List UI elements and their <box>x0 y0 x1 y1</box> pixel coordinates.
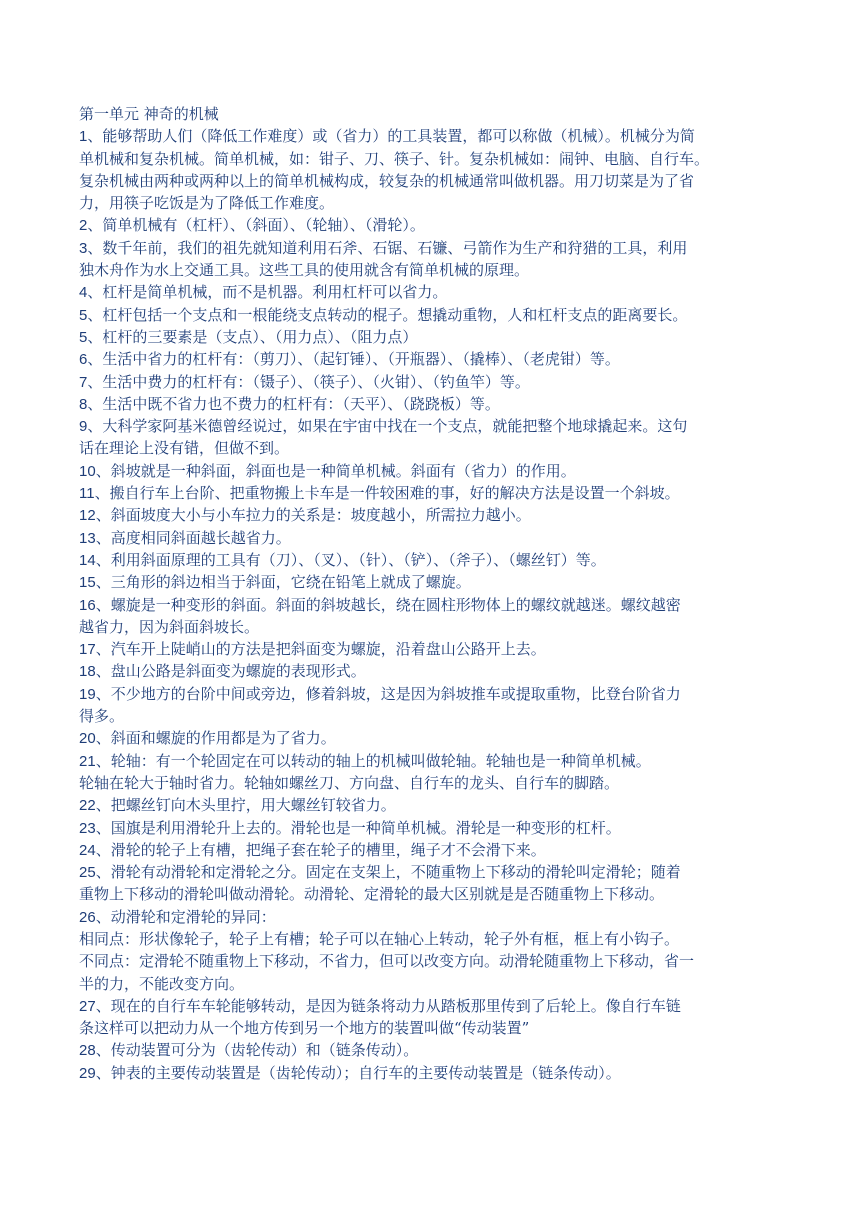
text-line <box>79 527 784 549</box>
line-text: 、传动装置可分为（齿轮传动）和（链条传动）。 <box>95 1041 419 1060</box>
text-line <box>79 772 784 794</box>
line-text: 、把螺丝钉向木头里拧，用大螺丝钉较省力。 <box>95 796 396 815</box>
line-text: 、斜面坡度大小与小车拉力的关系是：坡度越小，所需拉力越小。 <box>95 506 531 525</box>
text-line <box>79 750 784 772</box>
line-text: 、不少地方的台阶中间或旁边，修着斜坡，这是因为斜坡推车或提取重物，比登台阶省力 <box>95 684 681 703</box>
text-line <box>79 817 784 839</box>
line-text: 、滑轮有动滑轮和定滑轮之分。固定在支架上，不随重物上下移动的滑轮叫定滑轮；随着 <box>95 863 681 882</box>
document-body <box>79 125 784 1084</box>
text-line <box>79 214 784 236</box>
line-text: 、斜面和螺旋的作用都是为了省力。 <box>95 729 336 748</box>
text-line <box>79 794 784 816</box>
text-line <box>79 460 784 482</box>
text-line <box>79 348 784 370</box>
line-text: 、盘山公路是斜面变为螺旋的表现形式。 <box>95 662 366 681</box>
line-text: 、钟表的主要传动装置是（齿轮传动）；自行车的主要传动装置是（链条传动）。 <box>95 1063 621 1082</box>
item-number: 15 <box>79 574 96 592</box>
item-number: 5 <box>79 306 88 324</box>
text-line <box>79 683 784 705</box>
line-text: 独木舟作为水上交通工具。这些工具的使用就含有简单机械的原理。 <box>79 261 530 280</box>
item-number: 11 <box>79 485 95 503</box>
text-line <box>79 705 784 727</box>
line-text: 、动滑轮和定滑轮的异同： <box>95 907 276 926</box>
text-line <box>79 237 784 259</box>
item-number: 16 <box>79 596 96 614</box>
text-line <box>79 482 784 504</box>
item-number: 21 <box>79 752 96 770</box>
text-line <box>79 304 784 326</box>
item-number: 20 <box>79 730 96 748</box>
line-text: 、能够帮助人们（降低工作难度）或（省力）的工具装置，都可以称做（机械）。机械分为简 <box>87 127 695 146</box>
text-line <box>79 415 784 437</box>
line-text: 、生活中省力的杠杆有：（剪刀）、（起钉锤）、（开瓶器）、（撬棒）、（老虎钳）等。 <box>87 350 620 369</box>
item-number: 4 <box>79 284 88 302</box>
line-text: 、简单机械有（杠杆）、（斜面）、（轮轴）、（滑轮）。 <box>87 216 425 235</box>
text-line <box>79 371 784 393</box>
line-text: 、杠杆的三要素是（支点）、（用力点）、（阻力点） <box>87 327 418 346</box>
item-number: 18 <box>79 663 96 681</box>
item-number: 24 <box>79 841 96 859</box>
item-number: 8 <box>79 395 88 413</box>
text-line <box>79 928 784 950</box>
item-number: 27 <box>79 997 96 1015</box>
text-line <box>79 125 784 147</box>
text-line <box>79 549 784 571</box>
item-number: 14 <box>79 551 96 569</box>
document-title: 第一单元 神奇的机械 <box>79 105 219 123</box>
line-text: 、大科学家阿基米德曾经说过，如果在宇宙中找在一个支点，就能把整个地球撬起来。这句 <box>87 417 688 436</box>
line-text: 、数千年前，我们的祖先就知道利用石斧、石锯、石镰、弓箭作为生产和狩猎的工具，利用 <box>87 238 688 257</box>
line-text: 单机械和复杂机械。简单机械，如：钳子、刀、筷子、针。复杂机械如：闹钟、电脑、自行车。 <box>79 149 710 168</box>
text-line <box>79 861 784 883</box>
item-number: 19 <box>79 685 96 703</box>
text-line <box>79 995 784 1017</box>
item-number: 3 <box>79 239 88 257</box>
line-text: 、生活中既不省力也不费力的杠杆有：（天平）、（跷跷板）等。 <box>87 394 500 413</box>
item-number: 1 <box>79 128 88 146</box>
item-number: 10 <box>79 462 96 480</box>
line-text: 、搬自行车上台阶、把重物搬上卡车是一件较困难的事，好的解决方法是设置一个斜坡。 <box>94 484 680 503</box>
text-line <box>79 906 784 928</box>
text-line <box>79 281 784 303</box>
text-line <box>79 326 784 348</box>
line-text: 重物上下移动的滑轮叫做动滑轮。动滑轮、定滑轮的最大区别就是是否随重物上下移动。 <box>79 885 665 904</box>
text-line <box>79 259 784 281</box>
item-number: 26 <box>79 908 96 926</box>
item-number: 7 <box>79 373 88 391</box>
text-line <box>79 437 784 459</box>
item-number: 25 <box>79 864 96 882</box>
text-line <box>79 839 784 861</box>
line-text: 、杠杆是简单机械，而不是机器。利用杠杆可以省力。 <box>87 283 448 302</box>
item-number: 12 <box>79 507 96 525</box>
line-text: 、三角形的斜边相当于斜面，它绕在铅笔上就成了螺旋。 <box>95 573 471 592</box>
line-text: 、螺旋是一种变形的斜面。斜面的斜坡越长，绕在圆柱形物体上的螺纹就越迷。螺纹越密 <box>95 595 681 614</box>
item-number: 29 <box>79 1064 96 1082</box>
text-line <box>79 616 784 638</box>
item-number: 6 <box>79 351 88 369</box>
text-line <box>79 638 784 660</box>
line-text: 力，用筷子吃饭是为了降低工作难度。 <box>79 194 335 213</box>
text-line <box>79 950 784 972</box>
item-number: 23 <box>79 819 96 837</box>
line-text: 、生活中费力的杠杆有：（镊子）、（筷子）、（火钳）、（钓鱼竿）等。 <box>87 372 530 391</box>
text-line <box>79 571 784 593</box>
text-line <box>79 393 784 415</box>
text-line <box>79 1062 784 1084</box>
line-text: 轮轴在轮大于轴时省力。轮轴如螺丝刀、方向盘、自行车的龙头、自行车的脚踏。 <box>79 773 620 792</box>
line-text: 、汽车开上陡峭山的方法是把斜面变为螺旋，沿着盘山公路开上去。 <box>95 640 546 659</box>
item-number: 28 <box>79 1042 96 1060</box>
text-line <box>79 1017 784 1039</box>
item-number: 22 <box>79 797 96 815</box>
line-text: 半的力，不能改变方向。 <box>79 974 245 993</box>
line-text: 话在理论上没有错，但做不到。 <box>79 439 290 458</box>
text-line <box>79 660 784 682</box>
text-line <box>79 973 784 995</box>
item-number: 17 <box>79 641 96 659</box>
item-number: 13 <box>79 529 96 547</box>
text-line <box>79 192 784 214</box>
line-text: 、利用斜面原理的工具有（刀）、（叉）、（针）、（铲）、（斧子）、（螺丝钉）等。 <box>95 550 606 569</box>
line-text: 、滑轮的轮子上有槽，把绳子套在轮子的槽里，绳子才不会滑下来。 <box>95 840 546 859</box>
text-line <box>79 148 784 170</box>
item-number: 9 <box>79 418 88 436</box>
text-line <box>79 727 784 749</box>
line-text: 、高度相同斜面越长越省力。 <box>95 528 291 547</box>
line-text: 条这样可以把动力从一个地方传到另一个地方的装置叫做“传动装置” <box>79 1019 530 1038</box>
item-number: 5 <box>79 328 88 346</box>
line-text: 、杠杆包括一个支点和一根能绕支点转动的棍子。想撬动重物，人和杠杆支点的距离要长。 <box>87 305 688 324</box>
text-line <box>79 504 784 526</box>
line-text: 、斜坡就是一种斜面，斜面也是一种简单机械。斜面有（省力）的作用。 <box>95 461 576 480</box>
line-text: 、轮轴：有一个轮固定在可以转动的轴上的机械叫做轮轴。轮轴也是一种简单机械。 <box>95 751 651 770</box>
text-line <box>79 594 784 616</box>
text-line <box>79 883 784 905</box>
line-text: 复杂机械由两种或两种以上的简单机械构成，较复杂的机械通常叫做机器。用刀切菜是为了省 <box>79 171 695 190</box>
line-text: 相同点：形状像轮子，轮子上有槽；轮子可以在轴心上转动，轮子外有框，框上有小钩子。 <box>79 929 680 948</box>
line-text: 、国旗是利用滑轮升上去的。滑轮也是一种简单机械。滑轮是一种变形的杠杆。 <box>95 818 621 837</box>
document-page <box>79 103 784 1084</box>
item-number: 2 <box>79 217 88 235</box>
text-line <box>79 170 784 192</box>
line-text: 得多。 <box>79 707 125 726</box>
line-text: 、现在的自行车车轮能够转动，是因为链条将动力从踏板那里传到了后轮上。像自行车链 <box>95 996 681 1015</box>
line-text: 越省力，因为斜面斜坡长。 <box>79 617 260 636</box>
line-text: 不同点：定滑轮不随重物上下移动，不省力，但可以改变方向。动滑轮随重物上下移动，省一 <box>79 952 695 971</box>
text-line <box>79 1039 784 1061</box>
